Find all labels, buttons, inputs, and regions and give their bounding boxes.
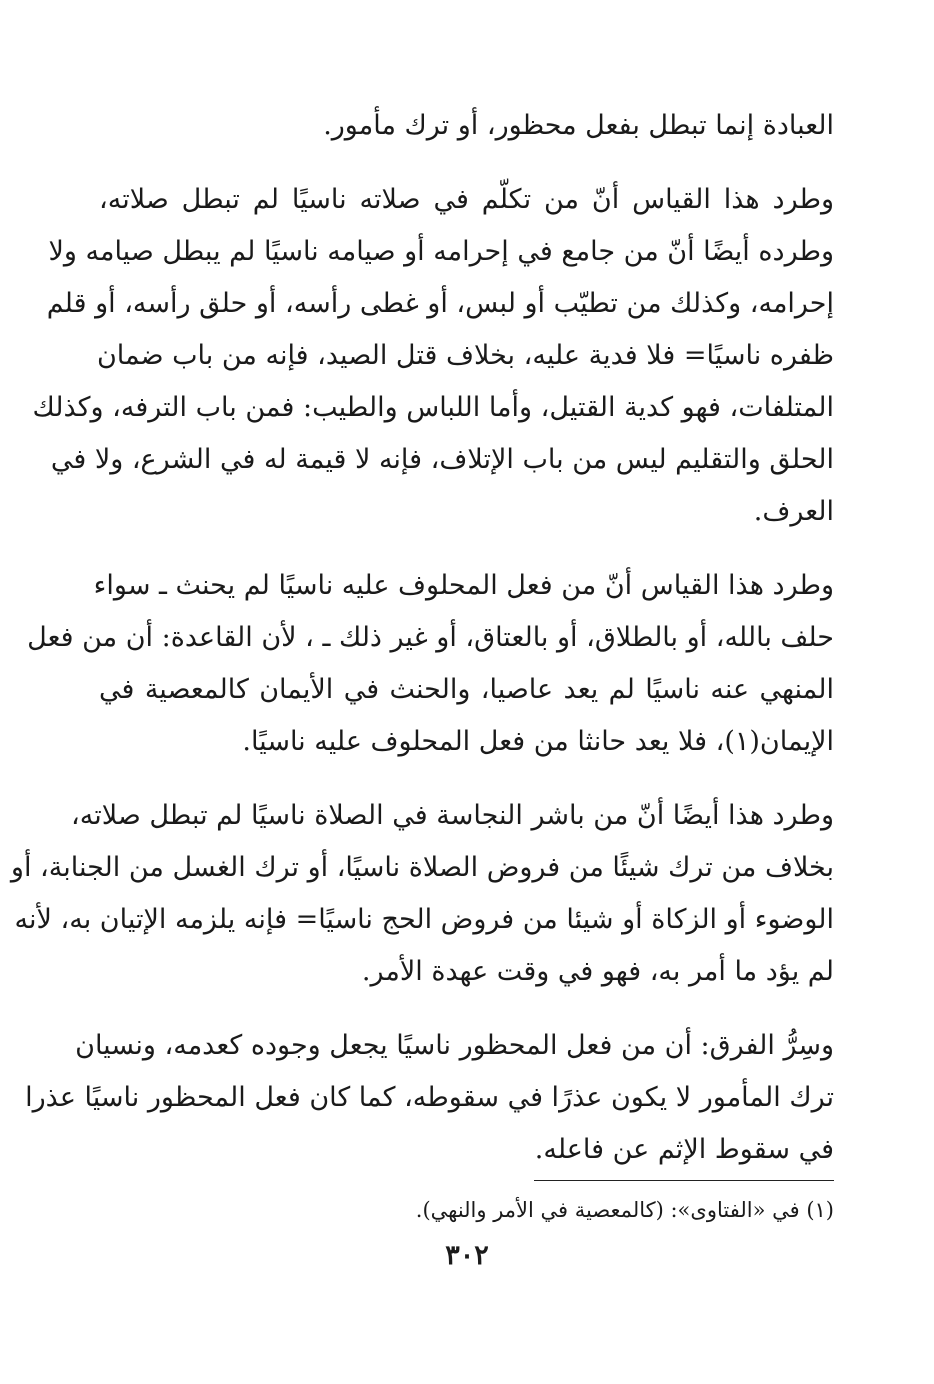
page-number: ٣٠٢ xyxy=(445,1240,489,1271)
text-line: العرف. xyxy=(753,496,834,527)
text-line: لم يؤد ما أمر به، فهو في وقت عهدة الأمر. xyxy=(361,956,834,987)
text-line: العبادة إنما تبطل بفعل محظور، أو ترك مأمور. xyxy=(323,110,834,141)
text-line: المنهي عنه ناسيًا لم يعد عاصيا، والحنث في الأيمان كالمعصية في xyxy=(99,674,834,705)
text-line: وسِرُّ الفرق: أن من فعل المحظور ناسيًا يجعل وجوده كعدمه، ونسيان xyxy=(75,1030,834,1061)
paragraph-2 xyxy=(32,174,834,538)
main-text xyxy=(10,100,834,1198)
text-line: وطرده أيضًا أنّ من جامع في إحرامه أو صيامه ناسيًا لم يبطل صيامه ولا xyxy=(48,236,834,267)
text-line: وطرد هذا القياس أنّ من فعل المحلوف عليه ناسيًا لم يحنث ـ سواء xyxy=(93,570,834,601)
text-line: ترك المأمور لا يكون عذرًا في سقوطه، كما كان فعل المحظور ناسيًا عذرا xyxy=(25,1082,834,1113)
paragraph-3 xyxy=(27,560,834,768)
text-line: وطرد هذا أيضًا أنّ من باشر النجاسة في الصلاة ناسيًا لم تبطل صلاته، xyxy=(71,800,834,831)
text-line: إحرامه، وكذلك من تطيّب أو لبس، أو غطى رأسه، أو حلق رأسه، أو قلم xyxy=(46,288,834,319)
text-line: الحلق والتقليم ليس من باب الإتلاف، فإنه لا قيمة له في الشرع، ولا في xyxy=(50,444,834,475)
paragraph-1 xyxy=(99,100,834,152)
text-line: الوضوء أو الزكاة أو شيئا من فروض الحج ناسيًا= فإنه يلزمه الإتيان به، لأنه xyxy=(14,904,834,935)
text-line: في سقوط الإثم عن فاعله. xyxy=(534,1134,834,1165)
text-line: المتلفات، فهو كدية القتيل، وأما اللباس والطيب: فمن باب الترفه، وكذلك xyxy=(32,392,834,423)
paragraph-4 xyxy=(10,790,834,998)
footnote-divider xyxy=(534,1180,834,1181)
text-line: حلف بالله، أو بالطلاق، أو بالعتاق، أو غير ذلك ـ ، لأن القاعدة: أن من فعل xyxy=(27,622,834,653)
text-line: وطرد هذا القياس أنّ من تكلّم في صلاته ناسيًا لم تبطل صلاته، xyxy=(99,184,834,215)
text-line: بخلاف من ترك شيئًا من فروض الصلاة ناسيًا، أو ترك الغسل من الجنابة، أو xyxy=(10,852,834,883)
text-line: ظفره ناسيًا= فلا فدية عليه، بخلاف قتل الصيد، فإنه من باب ضمان xyxy=(96,340,834,371)
footnote: (١) في «الفتاوى»: (كالمعصية في الأمر والنهي). xyxy=(415,1198,834,1222)
paragraph-5 xyxy=(25,1020,834,1176)
text-line: الإيمان(١)، فلا يعد حانثا من فعل المحلوف عليه ناسيًا. xyxy=(242,726,834,757)
